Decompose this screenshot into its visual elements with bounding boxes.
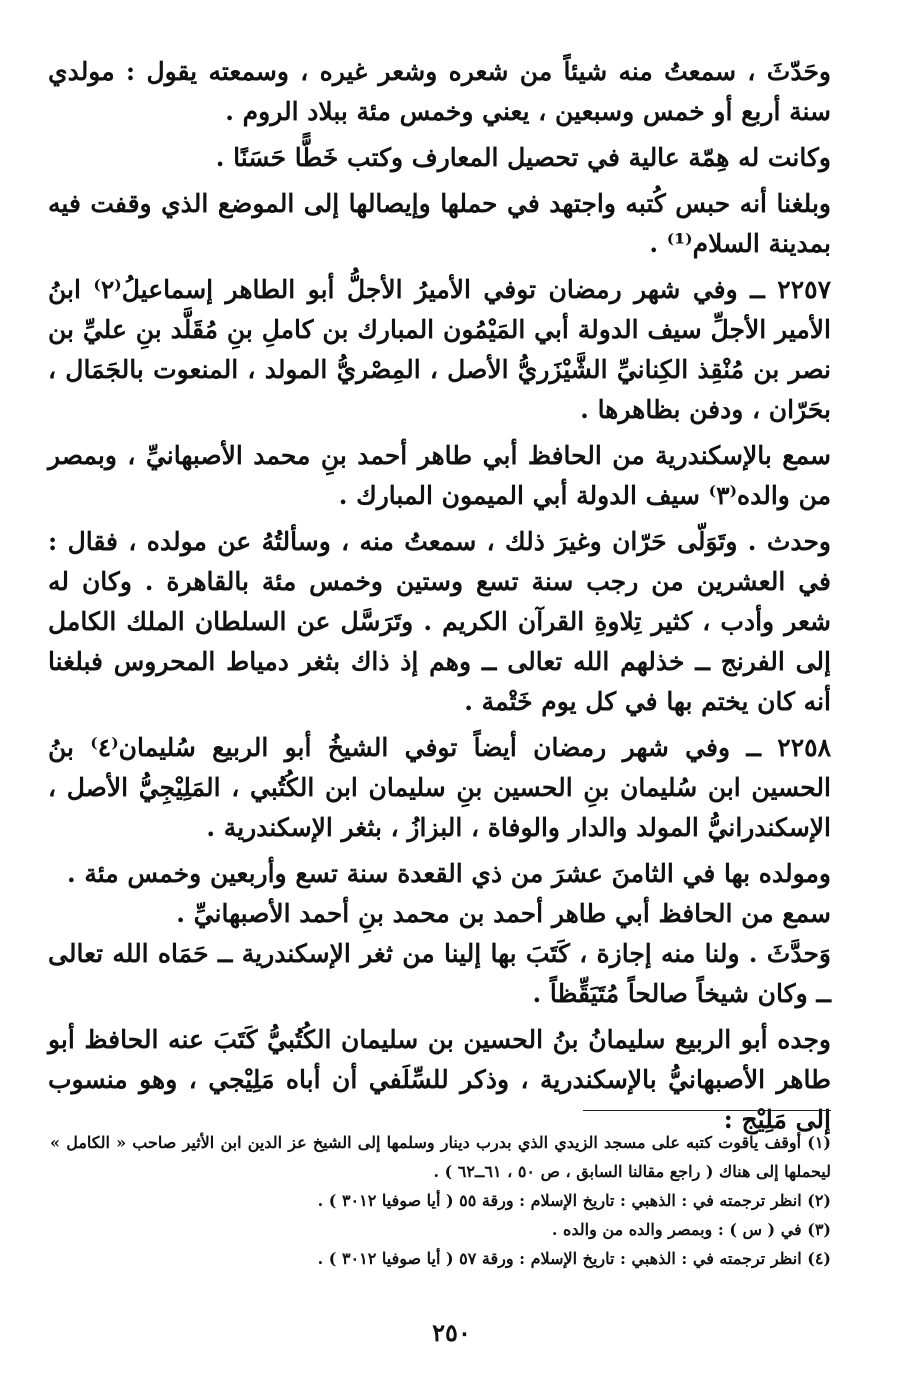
footnote-1: (١) أوقف ياقوت كتبه على مسجد الزيدي الذي بدرب دينار وسلمها إلى الشيخ عز الدين ابن الأثير صاحب « الكامل » ليحملها إلى هناك ( راجع مقالنا السابق ، ص ٥٠ ، ٦١ــ٦٢ ) .	[50, 1133, 831, 1181]
paragraph-10: وَحدَّثَ . ولنا منه إجازة ، كَتَبَ بها إلينا من ثغر الإسكندرية ــ حَمَاه الله تعالى ــ وكان شيخاً صالحاً مُتَيَقِّظاً .	[48, 939, 831, 1008]
main-text	[48, 52, 831, 1140]
paragraph-5: سمع بالإسكندرية من الحافظ أبي طاهر أحمد بنِ محمد الأصبهانيِّ ، وبمصر من والده⁽٣⁾ سيف الدولة أبي الميمون المبارك .	[48, 441, 831, 510]
paragraph-9: سمع من الحافظ أبي طاهر أحمد بن محمد بنِ أحمد الأصبهانيِّ .	[176, 899, 831, 928]
footnote-4: (٤) انظر ترجمته في : الذهبي : تاريخ الإسلام : ورقة ٥٧ ( أيا صوفيا ٣٠١٢ ) .	[317, 1249, 831, 1268]
paragraph-6: وحدث . وتَوَلّى حَرّان وغيرَ ذلك ، سمعتُ منه ، وسألتُهُ عن مولده ، فقال : في العشرين من رجب سنة تسع وستين وخمس مئة بالقاهرة . وكان له شعر وأدب ، كثير تِلاوةِ القرآن الكريم . وتَرَسَّل عن السلطان الملك الكامل إلى الفرنج ــ خذلهم الله تعالى ــ وهم إذ ذاك بثغر دمياط المحروس فبلغنا أنه كان يختم بها في كل يوم خَتْمة .	[48, 527, 831, 716]
paragraph-2: وكانت له هِمّة عالية في تحصيل المعارف وكتب خَطًّا حَسَنًا .	[215, 143, 831, 172]
footnote-3: (٣) في ( س ) : وبمصر والده من والده .	[551, 1220, 831, 1239]
entry-2257: ٢٢٥٧ ــ وفي شهر رمضان توفي الأميرُ الأجلُّ أبو الطاهر إسماعيلُ⁽٢⁾ ابنُ الأمير الأجلِّ سيف الدولة أبي المَيْمُون المبارك بن كاملِ بنِ مُقَلَّد بنِ عليِّ بن نصر بن مُنْقِذ الكِنانيِّ الشَّيْزَريُّ الأصل ، المِصْريُّ المولد ، المنعوت بالجَمَال ، بحَرّان ، ودفن بظاهرها .	[48, 275, 831, 424]
footnotes	[50, 1128, 831, 1273]
paragraph-3: وبلغنا أنه حبس كُتبه واجتهد في حملها وإيصالها إلى الموضع الذي وقفت فيه بمدينة السلام⁽¹⁾ .	[48, 189, 831, 258]
footnote-2: (٢) انظر ترجمته في : الذهبي : تاريخ الإسلام : ورقة ٥٥ ( أيا صوفيا ٣٠١٢ ) .	[317, 1191, 831, 1210]
paragraph-11: وجده أبو الربيع سليمانُ بنُ الحسين بن سليمان الكُتُبيُّ كَتَبَ عنه الحافظ أبو طاهر الأصبهانيُّ بالإسكندرية ، وذكر للسِّلَفي أن أباه مَلِيْجي ، وهو منسوب إلى مَلِيْج :	[48, 1025, 831, 1134]
paragraph-1: وحَدّثَ ، سمعتُ منه شيئاً من شعره وشعر غيره ، وسمعته يقول : مولدي سنة أربع أو خمس وسبعين ، يعني وخمس مئة ببلاد الروم .	[48, 57, 831, 126]
paragraph-8: ومولده بها في الثامنَ عشرَ من ذي القعدة سنة تسع وأربعين وخمس مئة .	[66, 859, 831, 888]
footnote-divider	[583, 1110, 831, 1111]
entry-2258: ٢٢٥٨ ــ وفي شهر رمضان أيضاً توفي الشيخُ أبو الربيع سُليمان⁽٤⁾ بنُ الحسين ابن سُليمان بنِ الحسين بنِ سليمان ابن الكُتُبي ، المَلِيْجِيُّ الأصل ، الإسكندرانيُّ المولد والدار والوفاة ، البزازُ ، بثغر الإسكندرية .	[48, 733, 832, 842]
page-number: ٢٥٠	[432, 1318, 471, 1347]
